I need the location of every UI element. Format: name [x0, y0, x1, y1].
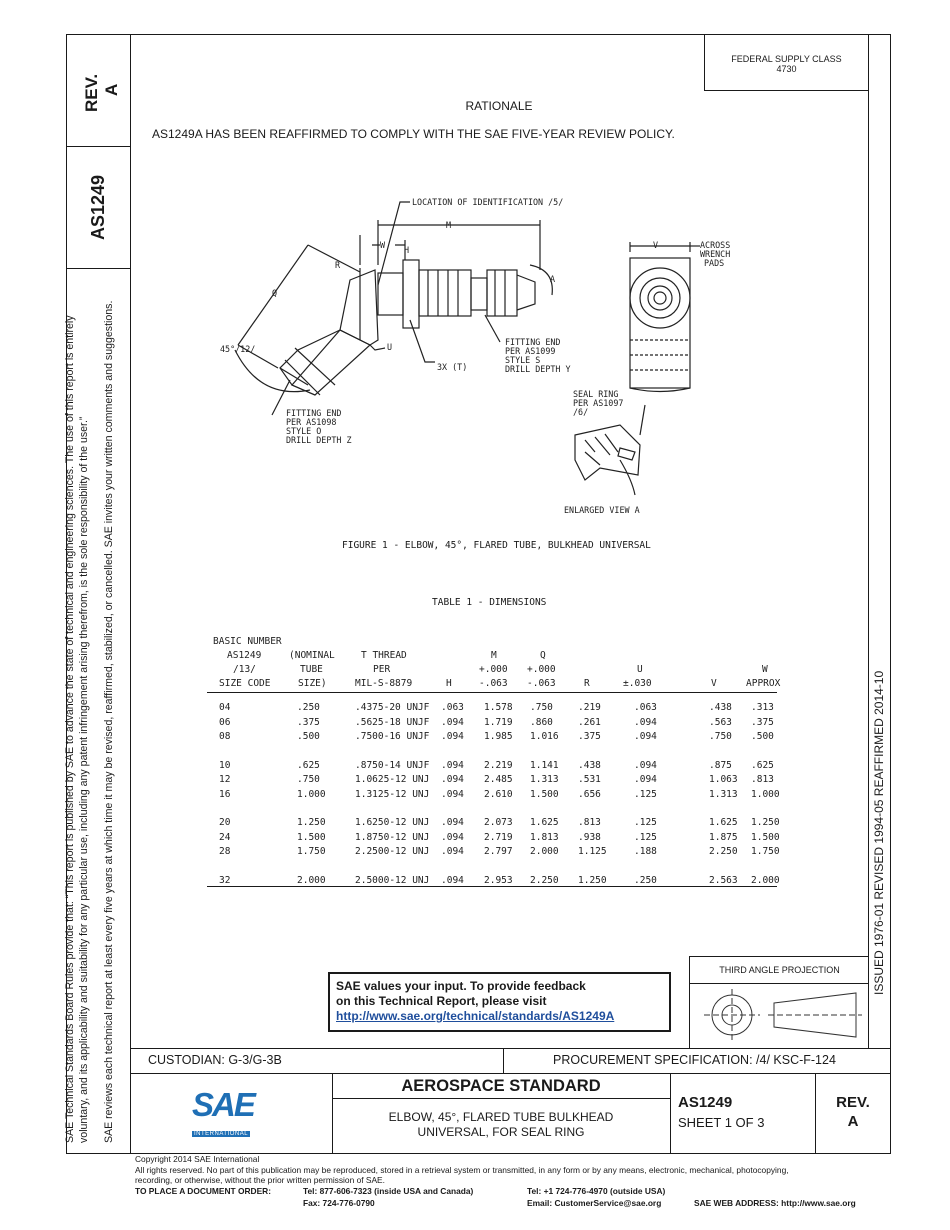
doc-title-line1: ELBOW, 45°, FLARED TUBE BULKHEAD	[388, 1110, 614, 1124]
table-cell: 1.125	[578, 846, 607, 857]
table-cell: 2.719	[484, 831, 513, 843]
hdr-q2: +.000	[527, 664, 556, 675]
table-cell: 2.2500-12 UNJ	[355, 846, 430, 857]
footer-fax: Fax: 724-776-0790	[303, 1198, 375, 1208]
table-cell: 1.0625-12 UNJ	[355, 774, 430, 785]
footer-rights2: recording, or otherwise, without the prior written permission of SAE.	[135, 1175, 385, 1186]
table-cell: 04	[219, 702, 231, 713]
hdr-w2: APPROX	[746, 678, 781, 689]
hdr-nom3: SIZE)	[298, 678, 327, 689]
feedback-line1: SAE values your input. To provide feedback	[336, 979, 586, 993]
hdr-t1: T THREAD	[361, 650, 407, 661]
table-bottom-rule	[207, 886, 777, 887]
table-cell: .8750-14 UNJF	[355, 759, 430, 771]
left-strip-divider	[130, 34, 131, 1154]
feedback-line2: on this Technical Report, please visit	[336, 994, 547, 1008]
table-cell: .094	[441, 788, 464, 800]
label-a: A	[550, 274, 556, 284]
label-seal-ring-1: SEAL RING	[573, 389, 619, 399]
custodian: CUSTODIAN: G-3/G-3B	[148, 1053, 282, 1067]
table-cell: 1.625	[709, 817, 738, 828]
standard-type: AEROSPACE STANDARD	[401, 1077, 601, 1095]
table-title: TABLE 1 - DIMENSIONS	[432, 597, 547, 608]
table-cell: .750	[297, 774, 320, 785]
table-cell: .313	[751, 702, 774, 713]
hdr-basic2: AS1249	[227, 650, 262, 661]
footer-copyright: Copyright 2014 SAE International	[135, 1154, 260, 1164]
footer-order-label: TO PLACE A DOCUMENT ORDER:	[135, 1186, 272, 1196]
table-cell: 1.6250-12 UNJ	[355, 817, 430, 828]
table-cell: 24	[219, 831, 231, 843]
table-cell: 1.985	[484, 731, 513, 742]
table-cell: .500	[297, 731, 320, 742]
federal-supply-class-box	[704, 34, 868, 91]
sae-logo	[192, 1088, 262, 1138]
table-cell: 28	[219, 846, 231, 857]
label-across: ACROSS	[700, 240, 731, 250]
hdr-nom1: (NOMINAL	[289, 650, 335, 661]
title-divider	[670, 1073, 671, 1154]
table-cell: 2.610	[484, 788, 513, 800]
hdr-t3: MIL-S-8879	[355, 678, 413, 689]
label-fitting-end-o-1: FITTING END	[286, 408, 342, 418]
procurement-spec: PROCUREMENT SPECIFICATION: /4/ KSC-F-124	[553, 1053, 836, 1067]
title-block-top	[130, 1048, 891, 1049]
table-cell: .4375-20 UNJF	[355, 702, 430, 713]
table-cell: .860	[530, 716, 553, 728]
table-cell: .813	[751, 774, 774, 785]
table-cell: .625	[297, 759, 320, 771]
table-cell: .531	[578, 774, 601, 785]
label-fitting-end-o-4: DRILL DEPTH Z	[286, 435, 352, 445]
left-strip-rev-divider	[66, 146, 130, 147]
hdr-u2: ±.030	[623, 678, 652, 689]
table-cell: .094	[634, 731, 657, 742]
table-cell: .250	[634, 874, 657, 886]
table-cell: .375	[297, 716, 320, 728]
label-q: Q	[272, 288, 278, 298]
table-cell: 1.141	[530, 759, 559, 771]
table-cell: .094	[441, 874, 464, 886]
table-cell: 2.953	[484, 874, 513, 886]
table-cell: 2.000	[751, 874, 780, 886]
label-seal-ring-2: PER AS1097	[573, 398, 624, 408]
rev-label: REV.	[836, 1094, 870, 1111]
table-cell: .063	[634, 702, 657, 713]
hdr-m2: +.000	[479, 664, 508, 675]
table-cell: 12	[219, 774, 231, 785]
federal-supply-class-label: FEDERAL SUPPLY CLASS	[731, 54, 842, 64]
table-cell: 16	[219, 788, 231, 800]
footer-email[interactable]: Email: CustomerService@sae.org	[527, 1198, 662, 1208]
table-cell: .938	[578, 831, 601, 843]
table-cell: 1.8750-12 UNJ	[355, 831, 430, 843]
table-cell: 2.5000-12 UNJ	[355, 874, 430, 886]
left-doc-number: AS1249	[88, 174, 108, 240]
label-pads: PADS	[704, 258, 725, 268]
table-cell: .5625-18 UNJF	[355, 716, 430, 728]
table-cell: 2.073	[484, 817, 513, 828]
label-fitting-end-s-1: FITTING END	[505, 337, 561, 347]
table-cell: .250	[297, 702, 320, 713]
issue-dates: ISSUED 1976-01 REVISED 1994-05 REAFFIRMED 2014-10	[872, 670, 886, 995]
table-cell: 2.250	[530, 874, 559, 886]
third-angle-label: THIRD ANGLE PROJECTION	[719, 965, 840, 975]
table-cell: 1.313	[709, 788, 738, 800]
label-u: U	[387, 342, 393, 352]
label-w: W	[380, 240, 386, 250]
table-cell: 2.219	[484, 759, 513, 771]
table-cell: .063	[441, 702, 464, 713]
table-cell: 20	[219, 817, 231, 828]
label-fitting-end-s-2: PER AS1099	[505, 346, 556, 356]
table-cell: .094	[634, 774, 657, 785]
feedback-link[interactable]: http://www.sae.org/technical/standards/AS1249A	[336, 1009, 615, 1023]
elbow-hex-body	[340, 270, 378, 345]
margin-note-line2: voluntary, and its applicability and suitability for any particular use, including any patent infringement arising therefrom, is the sole responsibility of the user.”	[78, 416, 90, 1143]
label-enlarged-view: ENLARGED VIEW A	[564, 505, 640, 515]
footer-web[interactable]: SAE WEB ADDRESS: http://www.sae.org	[694, 1198, 856, 1208]
table-cell: 1.250	[751, 817, 780, 828]
footer-tel-intl: Tel: +1 724-776-4970 (outside USA)	[527, 1186, 666, 1196]
label-location-id: LOCATION OF IDENTIFICATION /5/	[412, 197, 564, 207]
label-angle: 45°/12/	[220, 344, 256, 354]
left-rev-value: A	[102, 83, 121, 96]
table-cell: .094	[441, 716, 464, 728]
hdr-m1: M	[491, 650, 497, 661]
table-cell: 2.563	[709, 874, 738, 886]
third-angle-divider	[690, 983, 869, 984]
hdr-v: V	[711, 678, 717, 689]
feedback-box	[328, 972, 671, 1032]
table-cell: .219	[578, 702, 601, 713]
sae-logo-sub: INTERNATIONAL	[194, 1131, 249, 1137]
table-cell: 1.750	[297, 846, 326, 857]
sheet-number: SHEET 1 OF 3	[678, 1115, 765, 1130]
rev-value: A	[847, 1113, 859, 1130]
label-fitting-end-s-4: DRILL DEPTH Y	[505, 364, 571, 374]
rationale-text: AS1249A HAS BEEN REAFFIRMED TO COMPLY WITH THE SAE FIVE-YEAR REVIEW POLICY.	[152, 127, 675, 141]
table-cell: 2.000	[297, 874, 326, 886]
table-cell: .094	[441, 831, 464, 843]
margin-note-line3: SAE reviews each technical report at least every five years at which time it may be revised, reaffirmed, stabilized, or cancelled. SAE invites your written comments and suggestions.	[103, 300, 115, 1143]
elbow-fitting-figure	[200, 190, 780, 530]
left-strip-doc-divider	[66, 268, 130, 269]
hdr-q1: Q	[540, 650, 546, 661]
table-cell: .094	[441, 846, 464, 857]
table-cell: 10	[219, 759, 231, 771]
hdr-m3: -.063	[479, 678, 508, 689]
sae-logo-text: SAE	[192, 1086, 254, 1123]
table-cell: .7500-16 UNJF	[355, 731, 430, 742]
table-cell: .375	[751, 716, 774, 728]
table-cell: 1.063	[709, 774, 738, 785]
table-cell: 1.578	[484, 702, 513, 713]
table-cell: 1.500	[751, 831, 780, 843]
third-angle-box	[689, 956, 868, 1048]
table-cell: .261	[578, 716, 601, 728]
doc-title-line2: UNIVERSAL, FOR SEAL RING	[417, 1125, 585, 1139]
table-header-rule	[207, 692, 777, 693]
custodian-divider	[503, 1048, 504, 1073]
table-cell: .125	[634, 817, 657, 828]
hdr-q3: -.063	[527, 678, 556, 689]
table-cell: .094	[441, 774, 464, 785]
margin-note-line1: SAE Technical Standards Board Rules provide that: “This report is published by SAE to advance the state of technical and engineering sciences. The use of this report is entirely	[64, 315, 76, 1143]
footer	[135, 1154, 895, 1186]
figure-caption: FIGURE 1 - ELBOW, 45°, FLARED TUBE, BULKHEAD UNIVERSAL	[342, 540, 651, 551]
hdr-h: H	[446, 678, 452, 689]
rationale-title: RATIONALE	[465, 99, 533, 113]
label-m: M	[446, 220, 452, 230]
table-cell: 1.250	[578, 874, 607, 886]
table-cell: 1.500	[530, 788, 559, 800]
table-cell: 2.000	[530, 846, 559, 857]
table-cell: .094	[634, 759, 657, 771]
table-cell: .500	[751, 731, 774, 742]
hdr-basic3: /13/	[233, 664, 256, 675]
doc-number: AS1249	[678, 1094, 733, 1111]
title-block-row2	[130, 1073, 891, 1074]
table-cell: .656	[578, 788, 601, 800]
hdr-u1: U	[637, 664, 643, 675]
table-cell: 1.313	[530, 774, 559, 785]
table-cell: .188	[634, 846, 657, 857]
federal-supply-class-value: 4730	[776, 64, 797, 74]
right-strip-divider	[868, 34, 869, 1048]
table-cell: .625	[751, 759, 774, 771]
label-fitting-end-o-3: STYLE O	[286, 426, 322, 436]
table-cell: 1.3125-12 UNJ	[355, 788, 430, 800]
table-cell: 1.016	[530, 731, 559, 742]
table-cell: .813	[578, 817, 601, 828]
label-fitting-end-o-2: PER AS1098	[286, 417, 337, 427]
table-cell: 1.250	[297, 817, 326, 828]
footer-rights1: All rights reserved. No part of this publication may be reproduced, stored in a retrieval system or transmitted, in any form or by any means, electronic, mechanical, photocopying,	[135, 1164, 789, 1175]
table-cell: 08	[219, 731, 231, 742]
table-cell: 1.813	[530, 831, 559, 843]
hdr-r: R	[584, 678, 590, 689]
hdr-w1: W	[762, 664, 768, 675]
table-cell: 1.000	[297, 788, 326, 800]
label-wrench: WRENCH	[700, 249, 731, 259]
label-seal-ring-3: /6/	[573, 407, 589, 417]
hdr-basic1: BASIC NUMBER	[213, 636, 282, 647]
table-cell: 1.500	[297, 831, 326, 843]
table-cell: .438	[578, 759, 601, 771]
footer-tel-us: Tel: 877-606-7323 (inside USA and Canada)	[303, 1186, 474, 1196]
label-r: R	[335, 260, 341, 270]
table-cell: .875	[709, 759, 732, 771]
standard-type-underline	[332, 1098, 670, 1099]
table-cell: .750	[709, 731, 732, 742]
label-h: H	[404, 245, 410, 255]
label-fitting-end-s-3: STYLE S	[505, 355, 541, 365]
third-angle-symbol	[696, 987, 866, 1045]
table-cell: 1.750	[751, 846, 780, 857]
label-v: V	[653, 240, 659, 250]
table-cell: 1.625	[530, 817, 559, 828]
table-cell: .438	[709, 702, 732, 713]
table-cell: .375	[578, 731, 601, 742]
hdr-nom2: TUBE	[300, 664, 323, 675]
hdr-t2: PER	[373, 664, 391, 675]
table-cell: 2.250	[709, 846, 738, 857]
hdr-basic4: SIZE CODE	[219, 678, 271, 689]
table-cell: .094	[634, 716, 657, 728]
table-cell: .125	[634, 831, 657, 843]
table-cell: .563	[709, 716, 732, 728]
table-cell: .094	[441, 731, 464, 742]
table-cell: .125	[634, 788, 657, 800]
table-cell: 1.875	[709, 831, 738, 843]
table-cell: 1.719	[484, 716, 513, 728]
table-cell: .094	[441, 817, 464, 828]
table-cell: .750	[530, 702, 553, 713]
left-rev-label: REV.	[82, 73, 101, 112]
table-cell: 2.797	[484, 846, 513, 857]
table-cell: 06	[219, 716, 231, 728]
table-cell: 2.485	[484, 774, 513, 785]
table-cell: 32	[219, 874, 231, 886]
label-3x-t: 3X (T)	[437, 362, 468, 372]
table-cell: .094	[441, 759, 464, 771]
table-cell: 1.000	[751, 788, 780, 800]
